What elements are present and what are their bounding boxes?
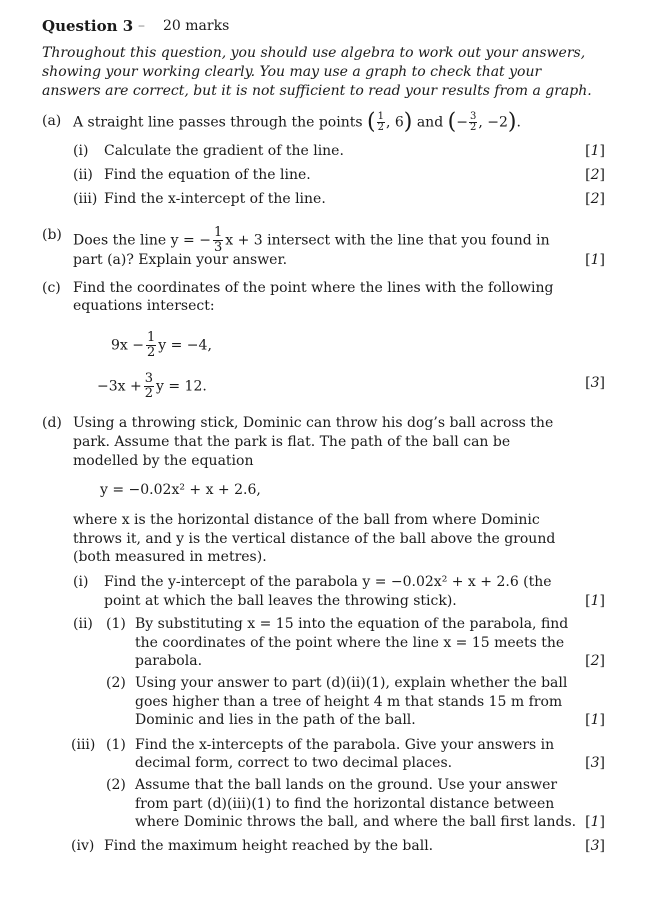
part-d-ii-1-label: (1)	[106, 616, 126, 632]
part-d-ii-1-line: By substituting x = 15 into the equation of the parabola, find	[135, 616, 569, 632]
part-d-ii-1-line: the coordinates of the point where the line x = 15 meets the	[135, 635, 565, 651]
part-a-i-mark: [ 1 ]	[583, 142, 605, 160]
part-b-mark: [ 1 ]	[583, 251, 605, 269]
part-a-ii-text: Find the equation of the line.	[104, 167, 311, 183]
part-d-iii-2-line: from part (d)(iii)(1) to find the horizontal distance between	[135, 796, 555, 812]
part-c-label: (c)	[42, 280, 61, 296]
part-d-ii-1-line: parabola.	[135, 653, 203, 669]
part-a-iii-text: Find the x-intercept of the line.	[104, 191, 326, 207]
part-d-ii-2-label: (2)	[106, 675, 126, 691]
point2-x-fraction: $\frac{3}{2}$	[469, 111, 477, 133]
equation-2: −3x + $\frac{3}{2}$ y = 12.	[97, 371, 207, 401]
part-b-line1: Does the line y = − $\frac{1}{3}$ x + 3 intersect with the line that you found in	[73, 225, 550, 255]
part-d-stem-line: park. Assume that the park is flat. The path of the ball can be	[73, 434, 511, 450]
part-d-where-line: where x is the horizontal distance of the ball from where Dominic	[73, 512, 540, 528]
part-d-ii-label: (ii)	[73, 616, 93, 632]
part-d-iii-label: (iii)	[71, 737, 96, 753]
part-d-iii-1-mark: [ 3 ]	[583, 754, 605, 772]
part-d-label: (d)	[42, 415, 62, 431]
part-a-iii-mark: [ 2 ]	[583, 190, 605, 208]
equation-1: 9x − $\frac{1}{2}$ y = −4,	[111, 330, 212, 360]
part-d-ii-2-mark: [ 1 ]	[583, 711, 605, 729]
part-a-stem-text: A straight line passes through the points	[73, 114, 363, 131]
title-separator: –	[138, 18, 145, 34]
part-c-mark: [ 3 ]	[583, 374, 605, 392]
question-title: Question 3	[42, 17, 134, 35]
part-d-ii-2-line: goes higher than a tree of height 4 m that stands 15 m from	[135, 694, 563, 710]
intro-line: Throughout this question, you should use algebra to work out your answers,	[42, 45, 586, 61]
part-b-fraction: $\frac{1}{3}$	[213, 225, 223, 255]
part-d-iv-text: Find the maximum height reached by the ball.	[104, 838, 434, 854]
parabola-equation: y = −0.02x² + x + 2.6,	[100, 482, 261, 498]
part-a-stem: A straight line passes through the points ( $\frac{1}{2}$ , 6) and (− $\frac{3}{2}$ , −2).	[73, 109, 521, 135]
part-d-ii-2-line: Using your answer to part (d)(ii)(1), explain whether the ball	[135, 675, 568, 691]
part-a-i-label: (i)	[73, 143, 89, 159]
part-d-iii-1-line: decimal form, correct to two decimal places.	[135, 755, 453, 771]
part-a-ii-mark: [ 2 ]	[583, 166, 605, 184]
part-d-ii-2-line: Dominic and lies in the path of the ball.	[135, 712, 416, 728]
part-d-stem-line: Using a throwing stick, Dominic can throw his dog’s ball across the	[73, 415, 554, 431]
point1-x-fraction: $\frac{1}{2}$	[377, 111, 384, 133]
part-d-where-line: (both measured in metres).	[73, 549, 267, 565]
part-d-iii-2-label: (2)	[106, 777, 126, 793]
part-a-iii-label: (iii)	[73, 191, 98, 207]
part-d-iii-2-line: where Dominic throws the ball, and where the ball first lands.	[135, 814, 577, 830]
part-c-line1: Find the coordinates of the point where the lines with the following	[73, 280, 554, 296]
part-b-line2: part (a)? Explain your answer.	[73, 252, 288, 268]
part-c-line2: equations intersect:	[73, 298, 215, 314]
part-d-iv-mark: [ 3 ]	[583, 837, 605, 855]
part-d-iii-2-mark: [ 1 ]	[583, 813, 605, 831]
part-d-i-mark: [ 1 ]	[583, 592, 605, 610]
part-d-iii-1-label: (1)	[106, 737, 126, 753]
part-b-label: (b)	[42, 227, 62, 243]
part-d-iii-2-line: Assume that the ball lands on the ground. Use your answer	[135, 777, 558, 793]
part-a-label: (a)	[42, 113, 62, 129]
part-d-i-line: Find the y-intercept of the parabola y = −0.02x² + x + 2.6 (the	[104, 574, 552, 590]
part-a-ii-label: (ii)	[73, 167, 93, 183]
question-marks: 20 marks	[163, 18, 230, 34]
part-a-i-text: Calculate the gradient of the line.	[104, 143, 344, 159]
intro-line: answers are correct, but it is not sufficient to read your results from a graph.	[42, 83, 592, 99]
part-d-iv-label: (iv)	[71, 838, 95, 854]
part-d-i-label: (i)	[73, 574, 89, 590]
part-d-stem-line: modelled by the equation	[73, 453, 254, 469]
part-d-ii-1-mark: [ 2 ]	[583, 652, 605, 670]
part-d-i-line: point at which the ball leaves the throwing stick).	[104, 593, 457, 609]
intro-line: showing your working clearly. You may use a graph to check that your	[42, 64, 542, 80]
part-d-iii-1-line: Find the x-intercepts of the parabola. Give your answers in	[135, 737, 555, 753]
part-d-where-line: throws it, and y is the vertical distance of the ball above the ground	[73, 531, 556, 547]
